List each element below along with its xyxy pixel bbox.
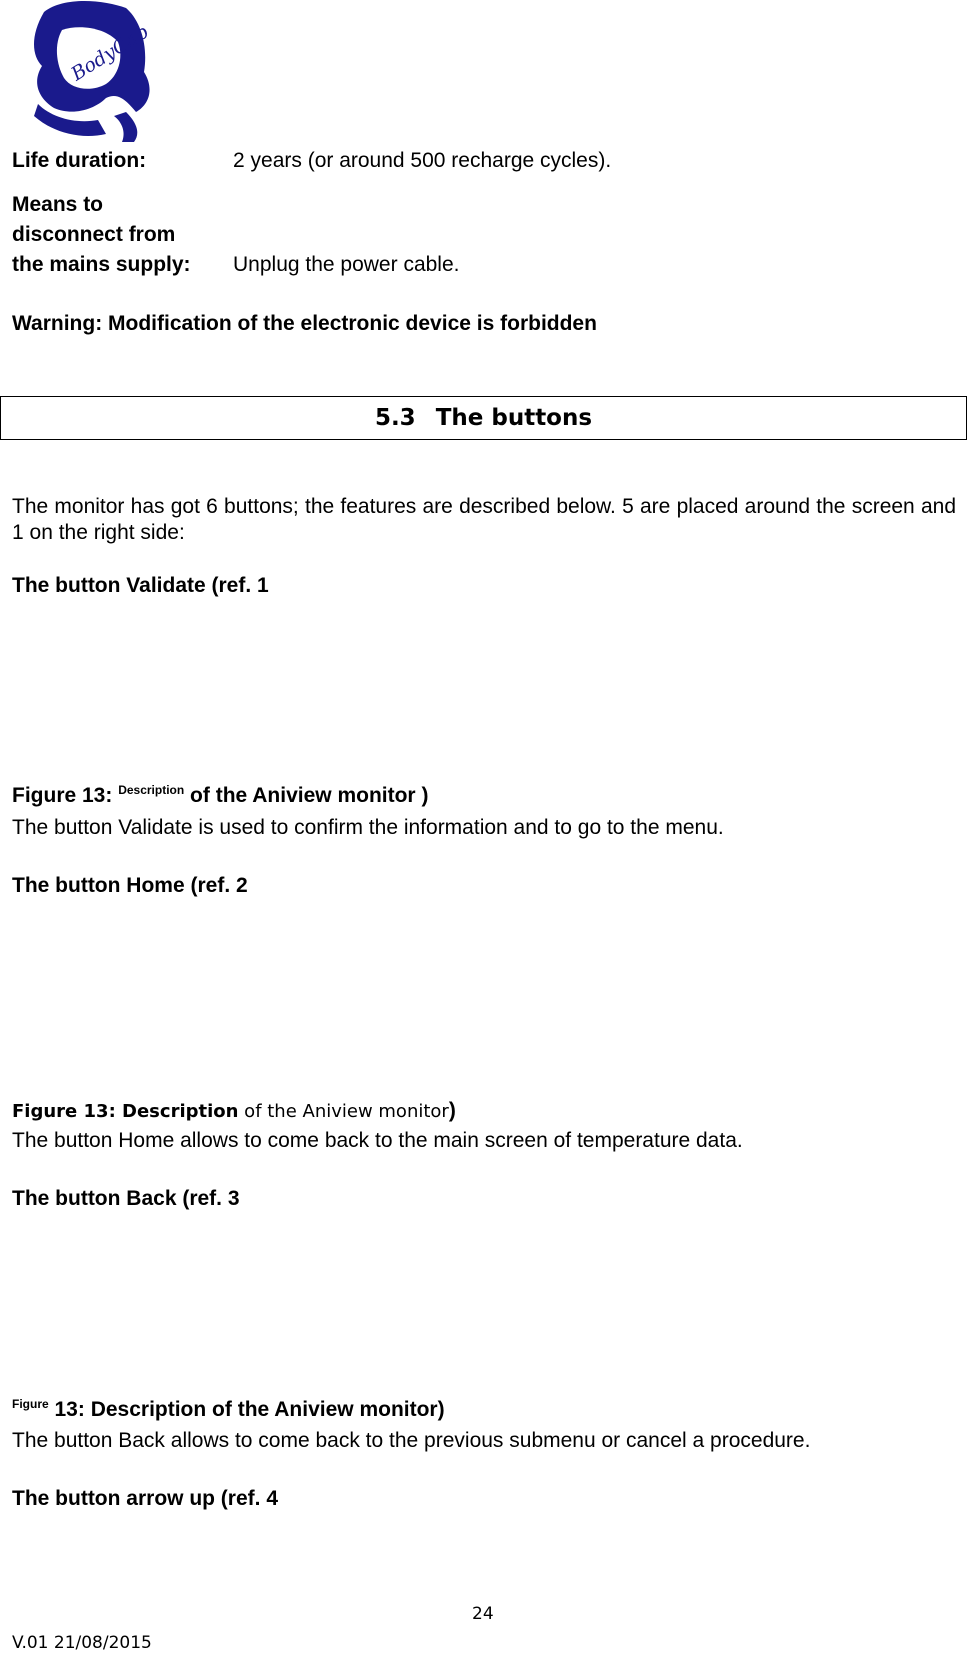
home-description: The button Home allows to come back to the main screen of temperature data. — [12, 1129, 743, 1152]
caption-prefix: Figure 13: Description — [12, 1101, 239, 1122]
home-heading: The button Home (ref. 2 — [12, 874, 248, 897]
life-duration-label: Life duration: — [12, 149, 147, 172]
section-title: The buttons — [435, 405, 593, 431]
figure-caption-back — [12, 1397, 445, 1423]
disconnect-label-line3: the mains supply: — [12, 253, 191, 276]
section-heading — [0, 396, 967, 440]
caption-prefix: Figure 13: — [12, 784, 119, 807]
section-number: 5.3 — [374, 405, 416, 431]
validate-description: The button Validate is used to confirm the information and to go to the menu. — [12, 816, 724, 839]
page-number: 24 — [472, 1604, 494, 1624]
logo-lettering: BodyCap — [67, 20, 152, 86]
warning-text: Warning: Modification of the electronic device is forbidden — [12, 312, 597, 335]
back-heading: The button Back (ref. 3 — [12, 1187, 240, 1210]
back-description: The button Back allows to come back to the previous submenu or cancel a procedure. — [12, 1429, 811, 1452]
disconnect-value: Unplug the power cable. — [233, 253, 460, 276]
arrow-up-heading: The button arrow up (ref. 4 — [12, 1487, 278, 1510]
caption-suffix: of the Aniview monitor ) — [184, 784, 429, 807]
validate-heading: The button Validate (ref. 1 — [12, 574, 269, 597]
figure-caption-validate — [12, 783, 428, 809]
caption-suffix: 13: Description of the Aniview monitor) — [48, 1398, 445, 1421]
version-date: V.01 21/08/2015 — [12, 1633, 152, 1653]
caption-suffix: of the Aniview monitor — [238, 1101, 449, 1122]
figure-caption-home — [12, 1098, 456, 1124]
bodycap-logo — [14, 0, 152, 142]
disconnect-label-line2: disconnect from — [12, 223, 176, 246]
caption-sup: Figure — [12, 1397, 49, 1411]
disconnect-label-line1: Means to — [12, 193, 104, 216]
intro-paragraph: The monitor has got 6 buttons; the features are described below. 5 are placed around the screen and 1 on the right side: — [12, 495, 956, 544]
life-duration-value: 2 years (or around 500 recharge cycles). — [233, 149, 612, 172]
caption-paren: ) — [448, 1099, 456, 1122]
caption-sup: Description — [118, 783, 185, 797]
